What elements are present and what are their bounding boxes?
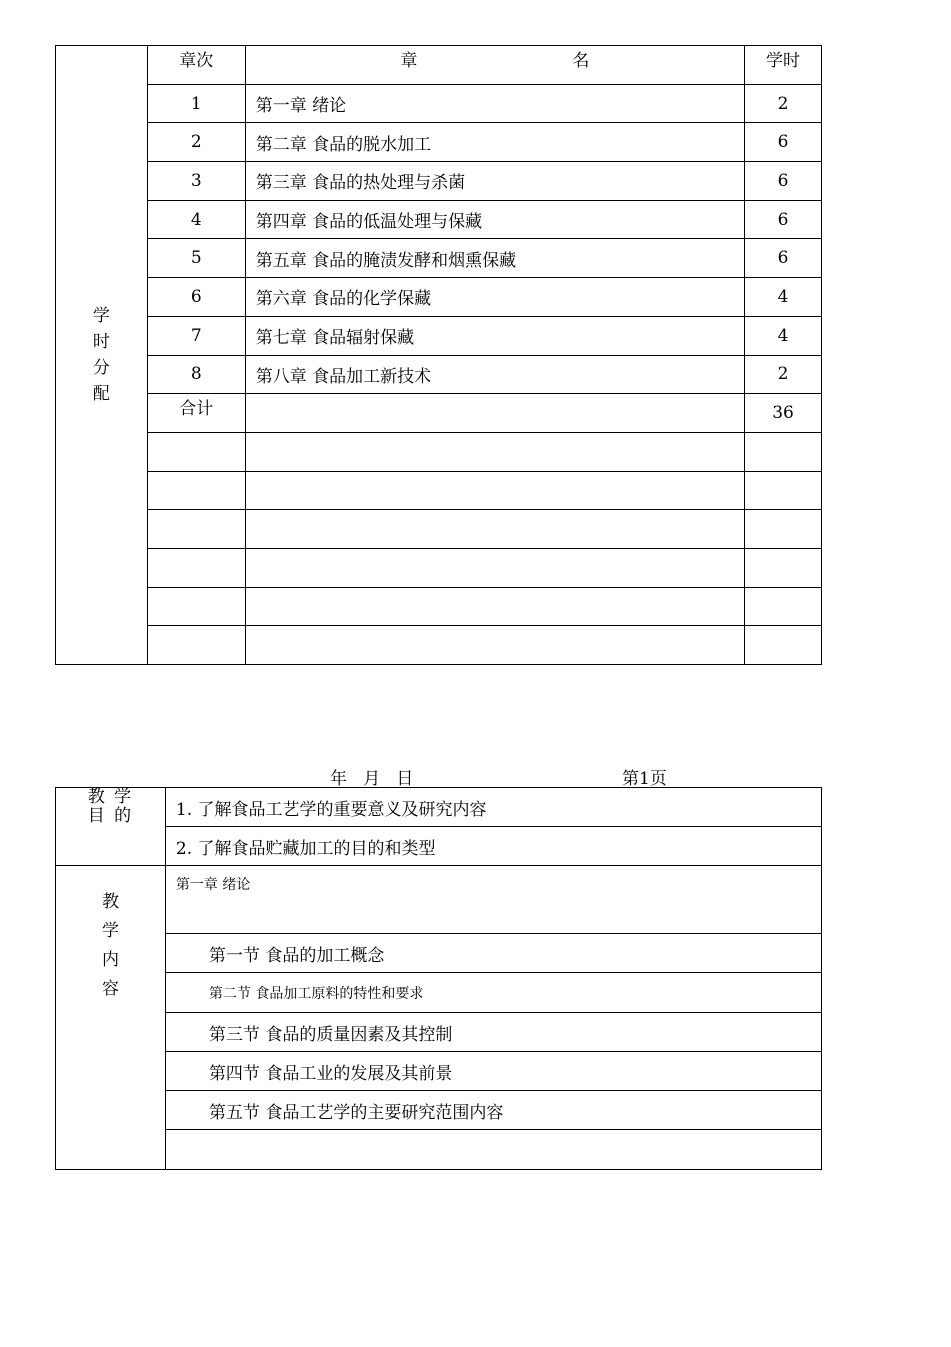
chapter-hours: 6 — [745, 162, 822, 201]
content-section: 第三节 食品的质量因素及其控制 — [165, 1013, 821, 1052]
hours-allocation-label — [56, 46, 148, 665]
objective-row — [56, 827, 822, 866]
total-row — [56, 394, 822, 433]
chapter-name: 第八章 食品加工新技术 — [245, 355, 744, 394]
table-row — [56, 316, 822, 355]
empty-cell — [745, 432, 822, 471]
content-row — [56, 934, 822, 973]
empty-cell — [245, 471, 744, 510]
chapter-no: 6 — [147, 278, 245, 317]
chapter-name: 第三章 食品的热处理与杀菌 — [245, 162, 744, 201]
table-row — [56, 355, 822, 394]
total-hours: 36 — [745, 394, 822, 433]
chapter-hours: 4 — [745, 278, 822, 317]
empty-cell — [245, 626, 744, 665]
header-name-right: 名 — [572, 51, 590, 71]
header-hours: 学时 — [745, 46, 822, 85]
lesson-plan-table — [55, 787, 822, 1170]
empty-cell — [745, 471, 822, 510]
content-row — [56, 1091, 822, 1130]
content-label-char: 容 — [101, 979, 119, 999]
empty-row — [56, 432, 822, 471]
chapter-no: 4 — [147, 200, 245, 239]
content-section: 第四节 食品工业的发展及其前景 — [165, 1052, 821, 1091]
empty-cell — [245, 394, 744, 433]
empty-row — [56, 510, 822, 549]
table-header-row — [56, 46, 822, 85]
side-label-char: 学 — [92, 306, 110, 326]
empty-cell — [147, 587, 245, 626]
content-label-char: 教 — [101, 892, 119, 912]
chapter-name: 第一章 绪论 — [245, 84, 744, 123]
empty-row — [56, 626, 822, 665]
content-label — [56, 866, 166, 1170]
content-row — [56, 866, 822, 934]
empty-cell — [245, 510, 744, 549]
date-text: 年 月 日 — [330, 769, 414, 789]
chapter-no: 5 — [147, 239, 245, 278]
chapter-hours: 6 — [745, 239, 822, 278]
table-row — [56, 162, 822, 201]
chapter-no: 2 — [147, 123, 245, 162]
header-chapter-name — [245, 46, 744, 85]
table-row — [56, 84, 822, 123]
empty-cell — [147, 510, 245, 549]
empty-cell — [745, 510, 822, 549]
hours-allocation-table — [55, 45, 822, 665]
objective-label — [56, 788, 166, 866]
header-chapter-no: 章次 — [147, 46, 245, 85]
table-row — [56, 123, 822, 162]
chapter-hours: 6 — [745, 123, 822, 162]
side-label-char: 时 — [92, 332, 110, 352]
objective-row — [56, 788, 822, 827]
empty-row — [56, 1130, 822, 1170]
objective-item: 1. 了解食品工艺学的重要意义及研究内容 — [165, 788, 821, 827]
content-label-char: 内 — [101, 950, 119, 970]
side-label-char: 配 — [92, 384, 110, 404]
content-row — [56, 1052, 822, 1091]
total-label: 合计 — [147, 394, 245, 433]
chapter-no: 1 — [147, 84, 245, 123]
side-label-char: 分 — [92, 358, 110, 378]
empty-row — [56, 548, 822, 587]
chapter-name: 第七章 食品辐射保藏 — [245, 316, 744, 355]
content-section: 第二节 食品加工原料的特性和要求 — [165, 973, 821, 1013]
table-row — [56, 239, 822, 278]
content-section: 第五节 食品工艺学的主要研究范围内容 — [165, 1091, 821, 1130]
empty-cell — [147, 548, 245, 587]
content-chapter: 第一章 绪论 — [165, 866, 821, 934]
header-name-left: 章 — [400, 51, 418, 71]
content-row — [56, 1013, 822, 1052]
content-row — [56, 973, 822, 1013]
chapter-no: 7 — [147, 316, 245, 355]
empty-row — [56, 587, 822, 626]
chapter-name: 第五章 食品的腌渍发酵和烟熏保藏 — [245, 239, 744, 278]
objective-item: 2. 了解食品贮藏加工的目的和类型 — [165, 827, 821, 866]
empty-cell — [245, 587, 744, 626]
content-section: 第一节 食品的加工概念 — [165, 934, 821, 973]
chapter-hours: 2 — [745, 355, 822, 394]
empty-cell — [745, 548, 822, 587]
empty-cell — [147, 432, 245, 471]
empty-cell — [165, 1130, 821, 1170]
chapter-hours: 2 — [745, 84, 822, 123]
chapter-name: 第二章 食品的脱水加工 — [245, 123, 744, 162]
objective-label-text: 教 学 目 的 — [87, 787, 134, 826]
chapter-no: 8 — [147, 355, 245, 394]
content-label-char: 学 — [101, 921, 119, 941]
chapter-name: 第六章 食品的化学保藏 — [245, 278, 744, 317]
table-row — [56, 200, 822, 239]
chapter-no: 3 — [147, 162, 245, 201]
table-row — [56, 278, 822, 317]
empty-cell — [745, 626, 822, 665]
empty-cell — [245, 432, 744, 471]
chapter-hours: 4 — [745, 316, 822, 355]
empty-cell — [147, 471, 245, 510]
empty-cell — [245, 548, 744, 587]
chapter-name: 第四章 食品的低温处理与保藏 — [245, 200, 744, 239]
page-number: 第1页 — [622, 769, 667, 789]
empty-cell — [745, 587, 822, 626]
empty-row — [56, 471, 822, 510]
chapter-hours: 6 — [745, 200, 822, 239]
empty-cell — [147, 626, 245, 665]
